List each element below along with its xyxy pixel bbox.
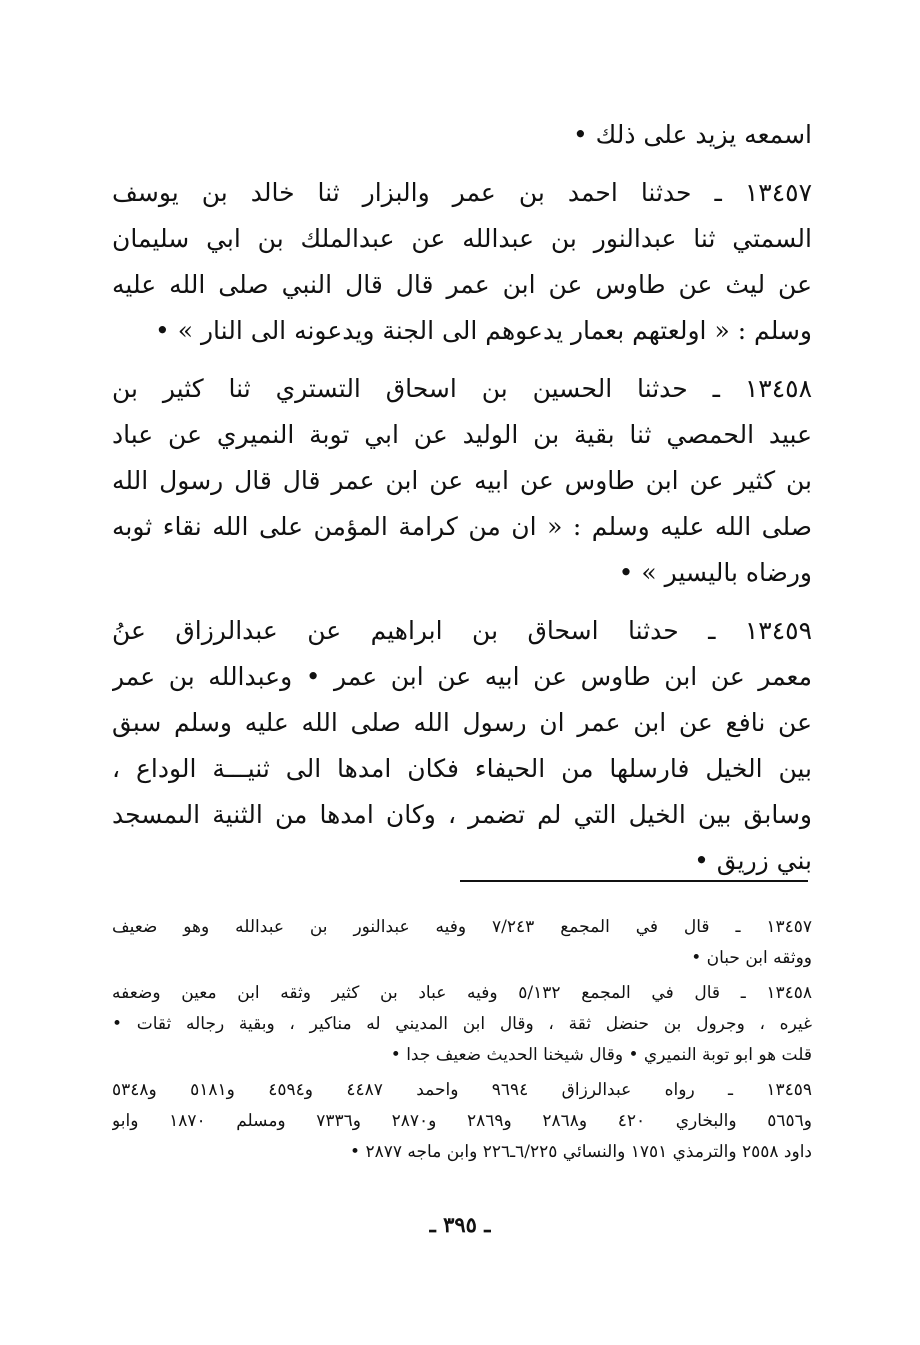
hadith-13457	[112, 170, 812, 354]
hadith-line: عبيد الحمصي ثنا بقية بن الوليد عن ابي توبة النميري عن عباد	[112, 420, 812, 449]
hadith-line: بني زريق •	[694, 846, 812, 875]
footnote-13459	[112, 1075, 812, 1168]
hadith-line: عن ليث عن طاوس عن ابن عمر قال قال النبي صلى الله عليه	[112, 270, 812, 299]
hadith-13459	[112, 608, 812, 884]
footnote-line: ١٣٤٥٩ ـ رواه عبدالرزاق ٩٦٩٤ واحمد ٤٤٨٧ و٤٥٩٤ و٥١٨١ و٥٣٤٨	[112, 1080, 812, 1100]
footnote-13457	[112, 912, 812, 974]
hadith-line: ١٣٤٥٧ ـ حدثنا احمد بن عمر والبزار ثنا خالد بن يوسف	[112, 178, 812, 207]
footnote-line: ١٣٤٥٨ ـ قال في المجمع ٥/١٣٢ وفيه عباد بن كثير وثقه ابن معين وضعفه	[112, 983, 812, 1003]
footnotes	[112, 912, 812, 1172]
footnote-line: ١٣٤٥٧ ـ قال في المجمع ٧/٢٤٣ وفيه عبدالنور بن عبدالله وهو ضعيف	[112, 917, 812, 937]
hadith-line: معمر عن ابن طاوس عن ابيه عن ابن عمر • وعبدالله بن عمر	[112, 662, 812, 691]
footnote-separator	[460, 880, 808, 882]
footnote-line: و٥٦٥٦ والبخاري ٤٢٠ و٢٨٦٨ و٢٨٦٩ و٢٨٧٠ و٧٣٣٦ ومسلم ١٨٧٠ وابو	[112, 1111, 812, 1131]
hadith-line: عن نافع عن ابن عمر ان رسول الله صلى الله عليه وسلم سبق	[112, 708, 812, 737]
page-number: ـ ٣٩٥ ـ	[429, 1212, 491, 1237]
footnote-line: غيره ، وجرول بن حنضل ثقة ، وقال ابن المديني له مناكير ، وبقية رجاله ثقات •	[112, 1014, 812, 1034]
hadith-line: وسلم : « اولعتهم بعمار يدعوهم الى الجنة ويدعونه الى النار » •	[155, 316, 812, 345]
hadith-line: وسابق بين الخيل التي لم تضمر ، وكان امدها من الثنية الىمسجد	[112, 800, 812, 829]
footnote-line: قلت هو ابو توبة النميري • وقال شيخنا الحديث ضعيف جدا •	[390, 1045, 812, 1065]
intro-line: اسمعه يزيد على ذلك •	[572, 120, 812, 149]
hadith-13458	[112, 366, 812, 596]
hadith-line: بن كثير عن ابن طاوس عن ابيه عن ابن عمر قال قال رسول الله	[112, 466, 812, 495]
hadith-line: السمتي ثنا عبدالنور بن عبدالله عن عبدالملك بن ابي سليمان	[112, 224, 812, 253]
footnote-line: ووثقه ابن حبان •	[691, 948, 812, 968]
footnote-line: داود ٢٥٥٨ والترمذي ١٧٥١ والنسائي ٦/٢٢٥ـ٢٢٦ وابن ماجه ٢٨٧٧ •	[350, 1142, 812, 1162]
hadith-line: بين الخيل فارسلها من الحيفاء فكان امدها الى ثنيـــة الوداع ،	[112, 754, 812, 783]
footnote-13458	[112, 978, 812, 1071]
hadith-line: ١٣٤٥٨ ـ حدثنا الحسين بن اسحاق التستري ثنا كثير بن	[112, 374, 812, 403]
main-text	[112, 112, 812, 884]
hadith-line: ١٣٤٥٩ ـ حدثنا اسحاق بن ابراهيم عن عبدالرزاق عنُ	[112, 616, 812, 645]
hadith-line: صلى الله عليه وسلم : « ان من كرامة المؤمن على الله نقاء ثوبه	[112, 512, 812, 541]
hadith-line: ورضاه باليسير » •	[618, 558, 812, 587]
